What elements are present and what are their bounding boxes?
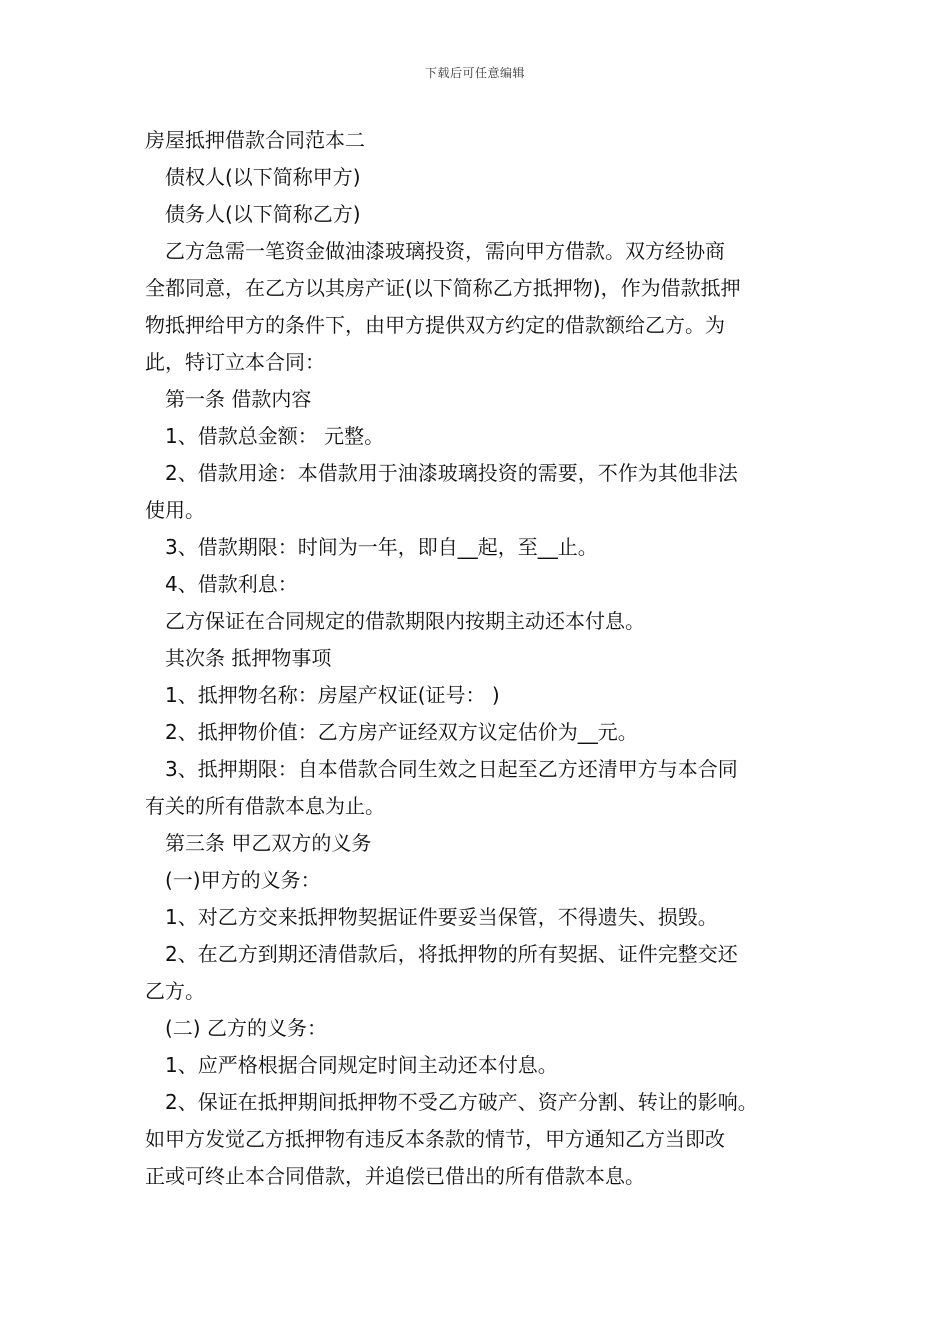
intro-line-1: 乙方急需一笔资金做油漆玻璃投资，需向甲方借款。双方经协商 <box>165 239 725 263</box>
page-header: 下载后可任意编辑 <box>424 66 525 80</box>
party-a-duty-2: 2、在乙方到期还清借款后，将抵押物的所有契据、证件完整交还 <box>165 942 738 966</box>
contract-body <box>145 122 825 1195</box>
article-2-title: 其次条 抵押物事项 <box>165 646 332 670</box>
intro-line-3: 物抵押给甲方的条件下，由甲方提供双方约定的借款额给乙方。为 <box>145 313 725 337</box>
creditor-line: 债权人(以下简称甲方) <box>165 165 361 189</box>
party-b-duties-title: (二) 乙方的义务： <box>165 1016 327 1040</box>
article-2-item-3-cont: 有关的所有借款本息为止。 <box>145 794 385 818</box>
article-2-item-1: 1、抵押物名称：房屋产权证(证号： ) <box>165 683 500 707</box>
article-1-item-2: 2、借款用途：本借款用于油漆玻璃投资的需要，不作为其他非法 <box>165 461 738 485</box>
party-a-duty-1: 1、对乙方交来抵押物契据证件要妥当保管，不得遗失、损毁。 <box>165 905 718 929</box>
party-b-duty-1: 1、应严格根据合同规定时间主动还本付息。 <box>165 1053 558 1077</box>
intro-line-2: 全都同意，在乙方以其房产证(以下简称乙方抵押物)，作为借款抵押 <box>145 276 741 300</box>
article-3-title: 第三条 甲乙双方的义务 <box>165 831 372 855</box>
debtor-line: 债务人(以下简称乙方) <box>165 202 361 226</box>
party-b-duty-2-cont-1: 如甲方发觉乙方抵押物有违反本条款的情节，甲方通知乙方当即改 <box>145 1127 725 1151</box>
party-a-duty-2-cont: 乙方。 <box>145 979 205 1003</box>
article-1-item-1: 1、借款总金额： 元整。 <box>165 424 385 448</box>
intro-line-4: 此，特订立本合同： <box>145 350 325 374</box>
party-b-duty-2-cont-2: 正或可终止本合同借款，并追偿已借出的所有借款本息。 <box>145 1164 645 1188</box>
article-1-item-3: 3、借款期限：时间为一年，即自__起，至__止。 <box>165 535 598 559</box>
article-2-item-3: 3、抵押期限：自本借款合同生效之日起至乙方还清甲方与本合同 <box>165 757 738 781</box>
article-1-item-4: 4、借款利息： <box>165 572 298 596</box>
contract-title: 房屋抵押借款合同范本二 <box>145 128 365 152</box>
party-a-duties-title: (一)甲方的义务： <box>165 868 321 892</box>
party-b-duty-2: 2、保证在抵押期间抵押物不受乙方破产、资产分割、转让的影响。 <box>165 1090 758 1114</box>
article-1-title: 第一条 借款内容 <box>165 387 312 411</box>
article-2-item-2: 2、抵押物价值：乙方房产证经双方议定估价为__元。 <box>165 720 638 744</box>
article-1-item-4-detail: 乙方保证在合同规定的借款期限内按期主动还本付息。 <box>165 609 645 633</box>
article-1-item-2-cont: 使用。 <box>145 498 205 522</box>
